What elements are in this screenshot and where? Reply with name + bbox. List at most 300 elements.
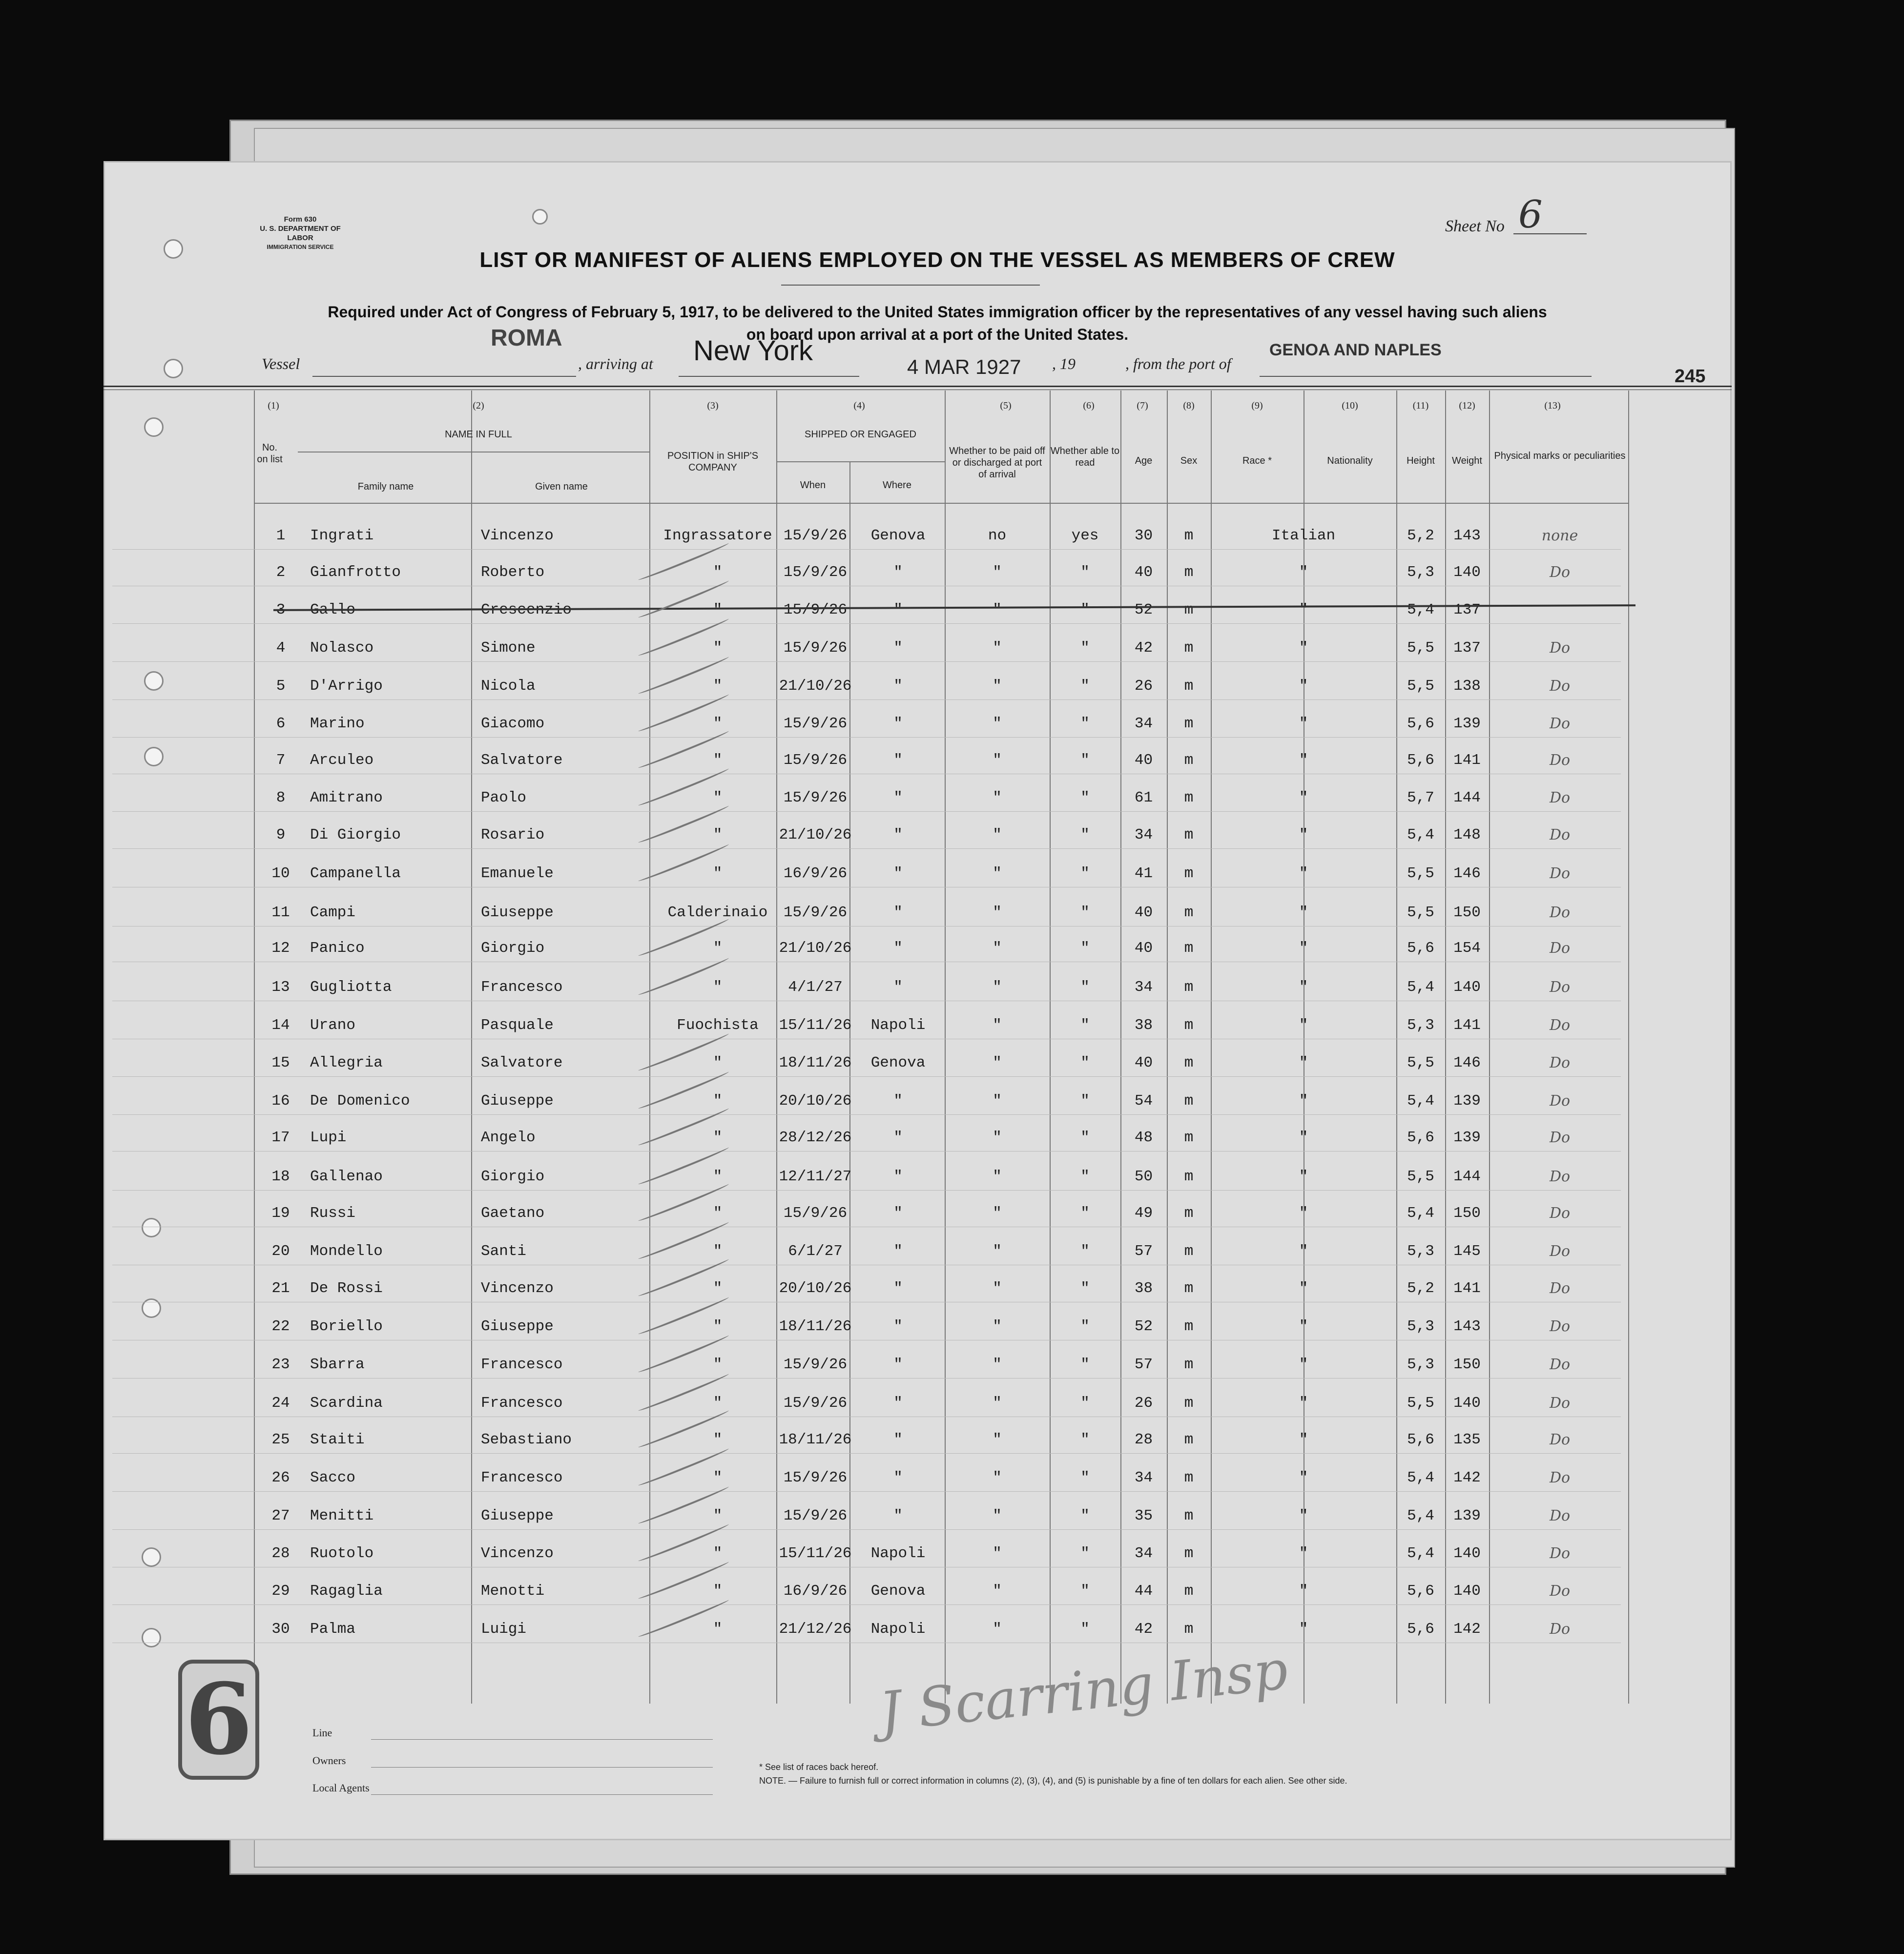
able-to-read-cell: yes [1071,527,1099,544]
physical-marks-cell: Do [1549,1583,1571,1600]
row-number: 13 [271,979,290,996]
arriving-label: , arriving at [578,355,653,372]
row-number: 6 [276,715,286,732]
race-cell: " [1299,940,1308,957]
age-cell: 26 [1134,678,1153,695]
owners-label: Owners [312,1754,346,1767]
sex-cell: m [1184,1205,1194,1222]
row-number: 9 [276,826,286,843]
sex-cell: m [1184,789,1194,806]
height-cell: 5,3 [1407,1318,1434,1335]
paid-off-cell: " [993,564,1002,581]
column-number: (2) [473,400,484,411]
given-name-cell: Gaetano [481,1205,545,1222]
age-cell: 61 [1134,789,1153,806]
given-name-cell: Nicola [481,678,536,695]
position-cell: " [713,1583,723,1600]
physical-marks-cell: Do [1549,1017,1571,1034]
able-to-read-cell: " [1080,1621,1090,1638]
height-cell: 5,3 [1407,1356,1434,1373]
shipped-where-cell: " [893,1507,903,1524]
from-port-label: , from the port of [1125,355,1231,372]
race-cell: " [1299,1507,1308,1524]
physical-marks-cell: Do [1549,1318,1571,1335]
shipped-when-cell: 15/9/26 [783,752,848,769]
paid-off-cell: " [993,979,1002,996]
shipped-when-cell: 28/12/26 [779,1129,852,1146]
column-number: (11) [1412,400,1429,411]
race-cell: " [1299,1205,1308,1222]
shipped-where-cell: " [893,1168,903,1185]
column-number: (4) [853,400,865,411]
sheet-stamp: 6 [178,1660,259,1780]
family-name-cell: Gianfrotto [310,564,401,581]
header-height: Height [1407,455,1435,466]
position-cell: " [713,1469,723,1486]
paid-off-cell: " [993,1431,1002,1448]
physical-marks-cell: Do [1549,752,1571,769]
able-to-read-cell: " [1080,1129,1090,1146]
position-cell: Ingrassatore [663,527,772,544]
column-divider [1167,391,1168,1704]
age-cell: 28 [1134,1431,1153,1448]
height-cell: 5,4 [1407,1545,1434,1562]
shipped-where-cell: " [893,904,903,921]
shipped-when-cell: 15/9/26 [783,715,848,732]
binder-hole [144,671,164,691]
shipped-when-cell: 15/9/26 [783,1205,848,1222]
physical-marks-cell: Do [1549,940,1571,957]
column-number: (10) [1342,400,1358,411]
age-cell: 42 [1134,639,1153,657]
shipped-where-cell: " [893,1356,903,1373]
paid-off-cell: " [993,1583,1002,1600]
age-cell: 48 [1134,1129,1153,1146]
race-cell: " [1299,1129,1308,1146]
race-cell: " [1299,1469,1308,1486]
height-cell: 5,6 [1407,1621,1434,1638]
header-bottom-rule [254,503,1628,504]
weight-cell: 139 [1453,1129,1481,1146]
able-to-read-cell: " [1080,564,1090,581]
row-rule [112,623,1621,624]
race-cell: " [1299,1621,1308,1638]
year-label: , 19 [1052,355,1076,372]
binder-hole [164,239,183,259]
height-cell: 5,4 [1407,979,1434,996]
shipped-when-cell: 15/11/26 [779,1017,852,1034]
column-divider [776,391,777,1704]
inspector-signature: J Scarring Insp [876,1638,1291,1744]
header-given-name: Given name [535,481,588,492]
weight-cell: 150 [1453,1356,1481,1373]
vessel-label: Vessel [262,355,300,372]
paid-off-cell: " [993,1129,1002,1146]
paid-off-cell: " [993,789,1002,806]
row-rule [112,1604,1621,1605]
header-family-name: Family name [357,481,414,492]
binder-hole [142,1628,161,1647]
header-sex: Sex [1180,455,1198,466]
height-cell: 5,5 [1407,1395,1434,1412]
header-nationality: Nationality [1327,455,1373,466]
local-agents-fill-line [371,1794,713,1795]
paid-off-cell: " [993,1469,1002,1486]
given-name-cell: Salvatore [481,752,563,769]
height-cell: 5,5 [1407,1054,1434,1071]
sex-cell: m [1184,1243,1194,1260]
given-name-cell: Francesco [481,979,563,996]
height-cell: 5,5 [1407,865,1434,882]
age-cell: 26 [1134,1395,1153,1412]
shipped-when-cell: 16/9/26 [783,865,848,882]
shipped-when-cell: 21/10/26 [779,678,852,695]
shipped-where-cell: Genova [870,1054,926,1071]
header-shipped-engaged: SHIPPED OR ENGAGED [805,429,916,440]
weight-cell: 154 [1453,940,1481,957]
sex-cell: m [1184,1168,1194,1185]
shipped-where-cell: " [893,979,903,996]
weight-cell: 139 [1453,1092,1481,1110]
given-name-cell: Salvatore [481,1054,563,1071]
race-cell: " [1299,1431,1308,1448]
sex-cell: m [1184,1356,1194,1373]
weight-cell: 150 [1453,1205,1481,1222]
shipped-where-cell: " [893,826,903,843]
age-cell: 41 [1134,865,1153,882]
shipped-when-cell: 21/10/26 [779,940,852,957]
local-agents-label: Local Agents [312,1782,370,1794]
height-cell: 5,4 [1407,1205,1434,1222]
height-cell: 5,2 [1407,527,1434,544]
height-cell: 5,6 [1407,715,1434,732]
shipped-where-cell: " [893,564,903,581]
weight-cell: 140 [1453,564,1481,581]
position-cell: " [713,1243,723,1260]
family-name-cell: Amitrano [310,789,383,806]
position-cell: " [713,789,723,806]
able-to-read-cell: " [1080,904,1090,921]
age-cell: 40 [1134,904,1153,921]
row-number: 3 [276,601,286,618]
sheet-number-label: Sheet No [1445,217,1505,235]
shipped-where-cell: " [893,678,903,695]
paid-off-cell: " [993,1545,1002,1562]
shipped-where-cell: " [893,752,903,769]
row-number: 15 [271,1054,290,1071]
race-cell: " [1299,1395,1308,1412]
penalty-note: NOTE. — Failure to furnish full or correct information in columns (2), (3), (4), and (5) is punishable by a fine of ten dollars for each alien. See other side. [759,1776,1347,1786]
family-name-cell: Scardina [310,1395,383,1412]
race-cell: " [1299,904,1308,921]
header-name-in-full: NAME IN FULL [445,429,512,440]
row-number: 18 [271,1168,290,1185]
age-cell: 40 [1134,564,1153,581]
row-number: 2 [276,564,286,581]
position-cell: " [713,979,723,996]
weight-cell: 140 [1453,1545,1481,1562]
shipped-when-cell: 15/9/26 [783,904,848,921]
position-cell: " [713,1395,723,1412]
page-subtitle [259,301,1616,346]
arrival-port: New York [693,335,813,367]
age-cell: 40 [1134,752,1153,769]
race-cell: " [1299,1356,1308,1373]
paid-off-cell: " [993,715,1002,732]
weight-cell: 139 [1453,1507,1481,1524]
binder-hole [532,209,548,225]
given-name-cell: Vincenzo [481,1545,554,1562]
height-cell: 5,5 [1407,904,1434,921]
sex-cell: m [1184,1545,1194,1562]
given-name-cell: Simone [481,639,536,657]
subtitle-line-1: Required under Act of Congress of February 5, 1917, to be delivered to the United States immigration officer by the representatives of any vessel having such aliens [328,303,1547,321]
age-cell: 42 [1134,1621,1153,1638]
physical-marks-cell: Do [1549,715,1571,732]
given-name-cell: Giuseppe [481,1507,554,1524]
row-rule [112,1453,1621,1454]
age-cell: 44 [1134,1583,1153,1600]
race-cell: " [1299,1280,1308,1297]
given-name-cell: Emanuele [481,865,554,882]
shipped-where-cell: " [893,1318,903,1335]
paid-off-cell: no [988,527,1007,544]
shipped-when-cell: 15/9/26 [783,1469,848,1486]
row-number: 16 [271,1092,290,1110]
shipped-when-cell: 20/10/26 [779,1092,852,1110]
column-divider [1489,391,1490,1704]
position-cell: " [713,1431,723,1448]
paid-off-cell: " [993,1243,1002,1260]
family-name-cell: Ragaglia [310,1583,383,1600]
age-cell: 34 [1134,715,1153,732]
age-cell: 34 [1134,826,1153,843]
position-cell: Calderinaio [667,904,768,921]
paid-off-cell: " [993,1017,1002,1034]
header-marks: Physical marks or peculiarities [1494,451,1626,461]
header-weight: Weight [1452,455,1482,466]
row-rule [112,1151,1621,1152]
shipped-where-cell: Napoli [870,1017,926,1034]
weight-cell: 137 [1453,601,1481,618]
race-cell: " [1299,564,1308,581]
family-name-cell: Palma [310,1621,356,1638]
column-number: (5) [1000,400,1012,411]
row-number: 29 [271,1583,290,1600]
weight-cell: 142 [1453,1469,1481,1486]
vessel-fill-line [312,376,576,377]
height-cell: 5,3 [1407,1017,1434,1034]
shipped-where-cell: " [893,1395,903,1412]
able-to-read-cell: " [1080,789,1090,806]
position-cell: " [713,1545,723,1562]
height-cell: 5,6 [1407,940,1434,957]
weight-cell: 143 [1453,1318,1481,1335]
age-cell: 52 [1134,1318,1153,1335]
shipped-where-cell: " [893,789,903,806]
shipped-where-cell: " [893,639,903,657]
header-when: When [800,480,826,491]
weight-cell: 137 [1453,639,1481,657]
height-cell: 5,4 [1407,1469,1434,1486]
column-number: (12) [1459,400,1475,411]
binder-hole [142,1218,161,1237]
paid-off-cell: " [993,826,1002,843]
shipped-when-cell: 4/1/27 [788,979,843,996]
paid-off-cell: " [993,639,1002,657]
physical-marks-cell: Do [1549,1507,1571,1524]
column-divider [649,391,650,1704]
given-name-cell: Luigi [481,1621,527,1638]
physical-marks-cell: Do [1549,1129,1571,1146]
paid-off-cell: " [993,1054,1002,1071]
height-cell: 5,6 [1407,752,1434,769]
able-to-read-cell: " [1080,1318,1090,1335]
race-cell: " [1299,1168,1308,1185]
row-number: 26 [271,1469,290,1486]
able-to-read-cell: " [1080,1205,1090,1222]
given-name-cell: Vincenzo [481,527,554,544]
physical-marks-cell: Do [1549,564,1571,581]
line-label: Line [312,1727,332,1739]
race-cell: " [1299,715,1308,732]
race-cell: " [1299,1318,1308,1335]
family-name-cell: Staiti [310,1431,365,1448]
row-number: 28 [271,1545,290,1562]
physical-marks-cell: Do [1549,1054,1571,1071]
column-number: (9) [1251,400,1263,411]
shipped-when-cell: 15/9/26 [783,1395,848,1412]
physical-marks-cell: Do [1549,1168,1571,1185]
height-cell: 5,4 [1407,601,1434,618]
position-cell: " [713,940,723,957]
column-divider [254,391,255,1704]
paid-off-cell: " [993,1395,1002,1412]
weight-cell: 150 [1453,904,1481,921]
shipped-when-cell: 15/11/26 [779,1545,852,1562]
column-divider [1445,391,1446,1704]
able-to-read-cell: " [1080,752,1090,769]
given-name-cell: Paolo [481,789,527,806]
shipped-where-cell: " [893,1280,903,1297]
vessel-name: ROMA [491,325,562,351]
shipped-when-cell: 15/9/26 [783,564,848,581]
age-cell: 38 [1134,1017,1153,1034]
able-to-read-cell: " [1080,979,1090,996]
title-underline [781,285,1040,286]
race-cell: " [1299,1243,1308,1260]
sex-cell: m [1184,1092,1194,1110]
height-cell: 5,6 [1407,1431,1434,1448]
line-fill-line [371,1739,713,1740]
given-name-cell: Francesco [481,1469,563,1486]
from-port: GENOA AND NAPLES [1269,341,1442,359]
paid-off-cell: " [993,752,1002,769]
paid-off-cell: " [993,1621,1002,1638]
able-to-read-cell: " [1080,715,1090,732]
race-cell: Italian [1271,527,1336,544]
given-name-cell: Roberto [481,564,545,581]
header-rule [103,386,1732,387]
age-cell: 34 [1134,1469,1153,1486]
row-number: 1 [276,527,286,544]
weight-cell: 141 [1453,1017,1481,1034]
sex-cell: m [1184,904,1194,921]
able-to-read-cell: " [1080,1431,1090,1448]
weight-cell: 146 [1453,1054,1481,1071]
given-name-cell: Santi [481,1243,527,1260]
age-cell: 40 [1134,1054,1153,1071]
given-name-cell: Giacomo [481,715,545,732]
service-name: IMMIGRATION SERVICE [267,244,334,250]
race-cell: " [1299,826,1308,843]
header-able-to-read: Whether able to read [1050,446,1120,468]
able-to-read-cell: " [1080,1469,1090,1486]
sex-cell: m [1184,1017,1194,1034]
race-cell: " [1299,865,1308,882]
row-number: 27 [271,1507,290,1524]
race-cell: " [1299,1017,1308,1034]
column-number: (13) [1544,400,1561,411]
column-divider [1211,391,1212,1704]
shipped-when-cell: 16/9/26 [783,1583,848,1600]
able-to-read-cell: " [1080,940,1090,957]
header-race: Race * [1242,455,1272,466]
physical-marks-cell: Do [1549,678,1571,695]
height-cell: 5,6 [1407,1129,1434,1146]
family-name-cell: De Rossi [310,1280,383,1297]
paid-off-cell: " [993,678,1002,695]
row-rule [112,1076,1621,1077]
position-cell: " [713,1621,723,1638]
shipped-when-cell: 21/12/26 [779,1621,852,1638]
able-to-read-cell: " [1080,1280,1090,1297]
sex-cell: m [1184,1318,1194,1335]
shipped-when-cell: 15/9/26 [783,601,848,618]
sex-cell: m [1184,940,1194,957]
physical-marks-cell: Do [1549,1205,1571,1222]
family-name-cell: Sacco [310,1469,356,1486]
from-port-fill-line [1260,376,1592,377]
position-cell: " [713,1054,723,1071]
shipped-where-cell: " [893,1205,903,1222]
shipped-where-cell: Napoli [870,1545,926,1562]
header-age: Age [1135,455,1153,466]
physical-marks-cell: Do [1549,865,1571,882]
able-to-read-cell: " [1080,1356,1090,1373]
shipped-when-cell: 21/10/26 [779,826,852,843]
family-name-cell: Arculeo [310,752,374,769]
weight-cell: 138 [1453,678,1481,695]
age-cell: 52 [1134,601,1153,618]
weight-cell: 141 [1453,1280,1481,1297]
height-cell: 5,3 [1407,564,1434,581]
row-number: 8 [276,789,286,806]
given-name-cell: Pasquale [481,1017,554,1034]
given-name-cell: Giorgio [481,1168,545,1185]
able-to-read-cell: " [1080,1395,1090,1412]
row-rule [112,699,1621,700]
sex-cell: m [1184,715,1194,732]
race-cell: " [1299,789,1308,806]
row-number: 11 [271,904,290,921]
shipped-where-cell: " [893,1243,903,1260]
family-name-cell: Lupi [310,1129,347,1146]
weight-cell: 140 [1453,979,1481,996]
weight-cell: 144 [1453,789,1481,806]
shipped-when-cell: 20/10/26 [779,1280,852,1297]
age-cell: 57 [1134,1243,1153,1260]
